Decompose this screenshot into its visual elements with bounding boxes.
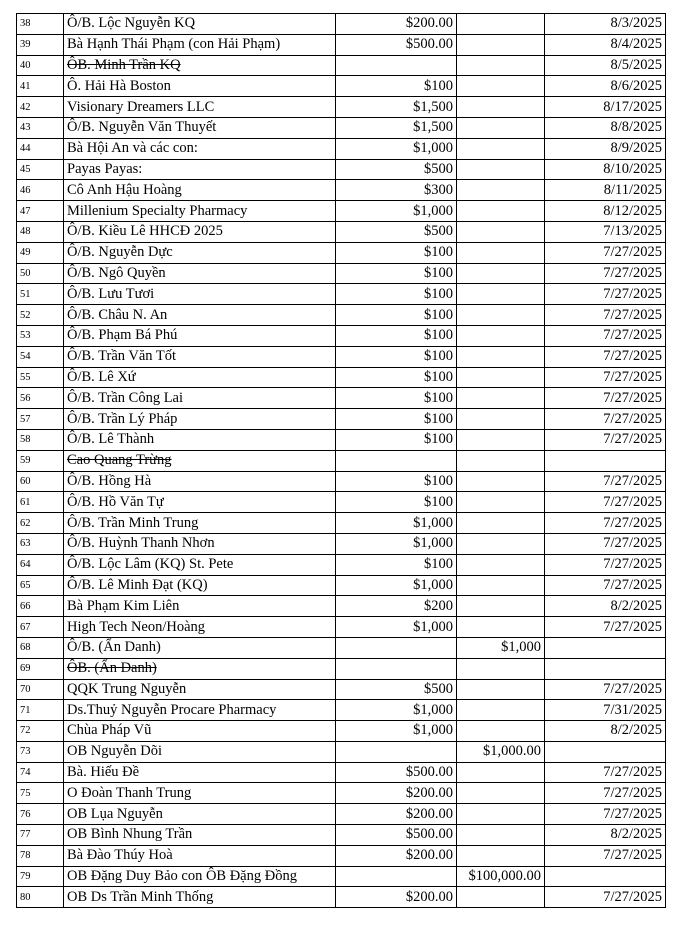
amount-cell: $1,500: [336, 117, 457, 138]
table-row: [17, 554, 666, 575]
donor-name-cell: Ô/B. Trần Công Lai: [64, 388, 336, 409]
donor-name-cell: Bà Hội An và các con:: [64, 138, 336, 159]
amount-cell: $500.00: [336, 34, 457, 55]
row-number-cell: 50: [17, 263, 64, 284]
amount-cell: [336, 658, 457, 679]
extra-amount-cell: [457, 513, 545, 534]
date-cell: 8/3/2025: [545, 14, 666, 35]
amount-cell: $100: [336, 471, 457, 492]
row-number-cell: 80: [17, 887, 64, 908]
table-row: [17, 783, 666, 804]
row-number-cell: 76: [17, 804, 64, 825]
date-cell: 7/27/2025: [545, 263, 666, 284]
amount-cell: $200.00: [336, 783, 457, 804]
date-cell: 8/2/2025: [545, 596, 666, 617]
date-cell: 7/27/2025: [545, 242, 666, 263]
row-number-cell: 59: [17, 450, 64, 471]
amount-cell: $1,000: [336, 513, 457, 534]
date-cell: 7/27/2025: [545, 575, 666, 596]
donor-name-cell: Ds.Thuỷ Nguyễn Procare Pharmacy: [64, 700, 336, 721]
row-number-cell: 44: [17, 138, 64, 159]
extra-amount-cell: [457, 450, 545, 471]
row-number-cell: 60: [17, 471, 64, 492]
extra-amount-cell: [457, 388, 545, 409]
table-row: [17, 825, 666, 846]
amount-cell: [336, 741, 457, 762]
extra-amount-cell: [457, 76, 545, 97]
extra-amount-cell: [457, 804, 545, 825]
donor-name-cell: QQK Trung Nguyễn: [64, 679, 336, 700]
row-number-cell: 49: [17, 242, 64, 263]
donor-name-cell: OB Lụa Nguyễn: [64, 804, 336, 825]
amount-cell: $100: [336, 388, 457, 409]
date-cell: 7/27/2025: [545, 492, 666, 513]
donor-name-cell: Ô/B. Nguyễn Dực: [64, 242, 336, 263]
donor-name-cell: Cô Anh Hậu Hoàng: [64, 180, 336, 201]
table-row: [17, 117, 666, 138]
donor-name-cell: Ô. Hải Hà Boston: [64, 76, 336, 97]
extra-amount-cell: [457, 201, 545, 222]
amount-cell: $500: [336, 679, 457, 700]
extra-amount-cell: $100,000.00: [457, 866, 545, 887]
row-number-cell: 74: [17, 762, 64, 783]
amount-cell: $200.00: [336, 14, 457, 35]
donor-name-cell: Ô/B. Lộc Lâm (KQ) St. Pete: [64, 554, 336, 575]
table-row: [17, 596, 666, 617]
row-number-cell: 55: [17, 367, 64, 388]
amount-cell: $500.00: [336, 825, 457, 846]
row-number-cell: 52: [17, 305, 64, 326]
table-row: [17, 242, 666, 263]
donor-name-cell: Ô/B. Hồ Văn Tự: [64, 492, 336, 513]
amount-cell: [336, 637, 457, 658]
amount-cell: $100: [336, 263, 457, 284]
row-number-cell: 45: [17, 159, 64, 180]
date-cell: 7/27/2025: [545, 409, 666, 430]
row-number-cell: 43: [17, 117, 64, 138]
amount-cell: $100: [336, 305, 457, 326]
extra-amount-cell: [457, 575, 545, 596]
row-number-cell: 58: [17, 429, 64, 450]
date-cell: 7/27/2025: [545, 679, 666, 700]
extra-amount-cell: [457, 429, 545, 450]
extra-amount-cell: [457, 138, 545, 159]
extra-amount-cell: [457, 346, 545, 367]
extra-amount-cell: [457, 180, 545, 201]
row-number-cell: 46: [17, 180, 64, 201]
date-cell: 8/17/2025: [545, 97, 666, 118]
row-number-cell: 39: [17, 34, 64, 55]
row-number-cell: 48: [17, 221, 64, 242]
donor-name-cell: Ô/B. Ngô Quyền: [64, 263, 336, 284]
amount-cell: $100: [336, 367, 457, 388]
donor-name-cell: OB Đặng Duy Bảo con ÔB Đặng Đồng: [64, 866, 336, 887]
donor-name-cell: Ô/B. Lê Minh Đạt (KQ): [64, 575, 336, 596]
amount-cell: [336, 450, 457, 471]
donor-name-cell: Ô/B. Lê Xứ: [64, 367, 336, 388]
amount-cell: $1,000: [336, 700, 457, 721]
amount-cell: [336, 866, 457, 887]
table-row: [17, 575, 666, 596]
table-row: [17, 866, 666, 887]
table-row: [17, 804, 666, 825]
table-row: [17, 700, 666, 721]
table-row: [17, 367, 666, 388]
date-cell: 7/27/2025: [545, 533, 666, 554]
date-cell: 7/27/2025: [545, 429, 666, 450]
table-row: [17, 845, 666, 866]
row-number-cell: 40: [17, 55, 64, 76]
extra-amount-cell: [457, 887, 545, 908]
row-number-cell: 57: [17, 409, 64, 430]
amount-cell: $100: [336, 325, 457, 346]
extra-amount-cell: [457, 617, 545, 638]
row-number-cell: 71: [17, 700, 64, 721]
amount-cell: $500: [336, 159, 457, 180]
amount-cell: $1,000: [336, 138, 457, 159]
date-cell: 7/27/2025: [545, 388, 666, 409]
table-row: [17, 284, 666, 305]
extra-amount-cell: [457, 221, 545, 242]
donor-name-cell: Payas Payas:: [64, 159, 336, 180]
table-row: [17, 180, 666, 201]
extra-amount-cell: [457, 658, 545, 679]
table-body: [17, 14, 666, 908]
table-row: [17, 513, 666, 534]
amount-cell: $100: [336, 76, 457, 97]
row-number-cell: 62: [17, 513, 64, 534]
row-number-cell: 79: [17, 866, 64, 887]
table-row: [17, 159, 666, 180]
date-cell: 7/27/2025: [545, 804, 666, 825]
amount-cell: $100: [336, 492, 457, 513]
donor-name-cell: Bà Phạm Kim Liên: [64, 596, 336, 617]
table-row: [17, 741, 666, 762]
extra-amount-cell: [457, 679, 545, 700]
row-number-cell: 47: [17, 201, 64, 222]
amount-cell: $200: [336, 596, 457, 617]
row-number-cell: 63: [17, 533, 64, 554]
donor-name-cell: Ô/B. Lộc Nguyễn KQ: [64, 14, 336, 35]
table-row: [17, 887, 666, 908]
row-number-cell: 66: [17, 596, 64, 617]
table-row: [17, 14, 666, 35]
donor-name-cell: Ô/B. Châu N. An: [64, 305, 336, 326]
donor-name-cell: ÔB. (Ẩn Danh): [64, 658, 336, 679]
row-number-cell: 51: [17, 284, 64, 305]
donor-name-cell: OB Nguyễn Dõi: [64, 741, 336, 762]
amount-cell: $100: [336, 242, 457, 263]
amount-cell: $300: [336, 180, 457, 201]
date-cell: [545, 450, 666, 471]
table-row: [17, 492, 666, 513]
date-cell: [545, 637, 666, 658]
table-row: [17, 263, 666, 284]
extra-amount-cell: [457, 825, 545, 846]
extra-amount-cell: $1,000.00: [457, 741, 545, 762]
table-row: [17, 450, 666, 471]
extra-amount-cell: [457, 159, 545, 180]
row-number-cell: 54: [17, 346, 64, 367]
table-row: [17, 55, 666, 76]
amount-cell: $100: [336, 409, 457, 430]
table-row: [17, 762, 666, 783]
row-number-cell: 41: [17, 76, 64, 97]
date-cell: 8/5/2025: [545, 55, 666, 76]
extra-amount-cell: [457, 762, 545, 783]
date-cell: 7/27/2025: [545, 305, 666, 326]
donation-table: [16, 13, 666, 908]
date-cell: 7/27/2025: [545, 284, 666, 305]
donor-name-cell: Ô/B. Trần Lý Pháp: [64, 409, 336, 430]
donor-name-cell: Ô/B. Phạm Bá Phú: [64, 325, 336, 346]
row-number-cell: 78: [17, 845, 64, 866]
donor-name-cell: Ô/B. Huỳnh Thanh Nhơn: [64, 533, 336, 554]
row-number-cell: 68: [17, 637, 64, 658]
donor-name-cell: Millenium Specialty Pharmacy: [64, 201, 336, 222]
row-number-cell: 70: [17, 679, 64, 700]
amount-cell: $500.00: [336, 762, 457, 783]
date-cell: [545, 658, 666, 679]
row-number-cell: 69: [17, 658, 64, 679]
date-cell: 8/6/2025: [545, 76, 666, 97]
amount-cell: $1,000: [336, 201, 457, 222]
table-row: [17, 201, 666, 222]
date-cell: 7/31/2025: [545, 700, 666, 721]
date-cell: 8/4/2025: [545, 34, 666, 55]
donor-name-cell: OB Bình Nhung Trần: [64, 825, 336, 846]
amount-cell: $200.00: [336, 845, 457, 866]
table-row: [17, 138, 666, 159]
row-number-cell: 42: [17, 97, 64, 118]
row-number-cell: 67: [17, 617, 64, 638]
date-cell: 7/27/2025: [545, 617, 666, 638]
date-cell: 8/9/2025: [545, 138, 666, 159]
amount-cell: $100: [336, 429, 457, 450]
amount-cell: $1,500: [336, 97, 457, 118]
table-row: [17, 409, 666, 430]
table-row: [17, 679, 666, 700]
date-cell: 8/2/2025: [545, 721, 666, 742]
date-cell: [545, 741, 666, 762]
date-cell: [545, 866, 666, 887]
donor-name-cell: Ô/B. Trần Minh Trung: [64, 513, 336, 534]
amount-cell: $1,000: [336, 721, 457, 742]
donor-name-cell: ÔB. Minh Trần KQ: [64, 55, 336, 76]
amount-cell: $100: [336, 346, 457, 367]
extra-amount-cell: [457, 284, 545, 305]
amount-cell: $100: [336, 284, 457, 305]
date-cell: 7/13/2025: [545, 221, 666, 242]
extra-amount-cell: [457, 305, 545, 326]
donor-name-cell: Ô/B. Nguyễn Văn Thuyết: [64, 117, 336, 138]
amount-cell: $200.00: [336, 887, 457, 908]
extra-amount-cell: [457, 55, 545, 76]
date-cell: 7/27/2025: [545, 471, 666, 492]
extra-amount-cell: $1,000: [457, 637, 545, 658]
date-cell: 7/27/2025: [545, 325, 666, 346]
table-row: [17, 388, 666, 409]
table-row: [17, 305, 666, 326]
date-cell: 7/27/2025: [545, 346, 666, 367]
row-number-cell: 56: [17, 388, 64, 409]
extra-amount-cell: [457, 34, 545, 55]
extra-amount-cell: [457, 367, 545, 388]
extra-amount-cell: [457, 242, 545, 263]
date-cell: 7/27/2025: [545, 554, 666, 575]
donor-name-cell: O Đoàn Thanh Trung: [64, 783, 336, 804]
extra-amount-cell: [457, 97, 545, 118]
row-number-cell: 65: [17, 575, 64, 596]
extra-amount-cell: [457, 117, 545, 138]
row-number-cell: 73: [17, 741, 64, 762]
amount-cell: $1,000: [336, 617, 457, 638]
extra-amount-cell: [457, 700, 545, 721]
donor-name-cell: Cao Quang Trừng: [64, 450, 336, 471]
extra-amount-cell: [457, 554, 545, 575]
extra-amount-cell: [457, 471, 545, 492]
date-cell: 7/27/2025: [545, 513, 666, 534]
extra-amount-cell: [457, 409, 545, 430]
amount-cell: $1,000: [336, 575, 457, 596]
row-number-cell: 64: [17, 554, 64, 575]
table-row: [17, 97, 666, 118]
row-number-cell: 38: [17, 14, 64, 35]
table-row: [17, 429, 666, 450]
donor-name-cell: Ô/B. Trần Văn Tốt: [64, 346, 336, 367]
date-cell: 8/10/2025: [545, 159, 666, 180]
donor-name-cell: Ô/B. (Ẩn Danh): [64, 637, 336, 658]
date-cell: 7/27/2025: [545, 845, 666, 866]
row-number-cell: 72: [17, 721, 64, 742]
donor-name-cell: High Tech Neon/Hoàng: [64, 617, 336, 638]
donor-name-cell: Chùa Pháp Vũ: [64, 721, 336, 742]
row-number-cell: 75: [17, 783, 64, 804]
extra-amount-cell: [457, 492, 545, 513]
donor-name-cell: Bà Đào Thúy Hoà: [64, 845, 336, 866]
extra-amount-cell: [457, 596, 545, 617]
date-cell: 8/8/2025: [545, 117, 666, 138]
extra-amount-cell: [457, 263, 545, 284]
date-cell: 8/2/2025: [545, 825, 666, 846]
donor-name-cell: OB Ds Trần Minh Thống: [64, 887, 336, 908]
date-cell: 7/27/2025: [545, 762, 666, 783]
extra-amount-cell: [457, 533, 545, 554]
amount-cell: $100: [336, 554, 457, 575]
extra-amount-cell: [457, 325, 545, 346]
extra-amount-cell: [457, 721, 545, 742]
donor-name-cell: Ô/B. Lê Thành: [64, 429, 336, 450]
extra-amount-cell: [457, 14, 545, 35]
table-row: [17, 76, 666, 97]
table-row: [17, 471, 666, 492]
amount-cell: $200.00: [336, 804, 457, 825]
donor-name-cell: Ô/B. Kiều Lê HHCĐ 2025: [64, 221, 336, 242]
donor-name-cell: Ô/B. Hồng Hà: [64, 471, 336, 492]
date-cell: 8/11/2025: [545, 180, 666, 201]
row-number-cell: 77: [17, 825, 64, 846]
table-row: [17, 617, 666, 638]
amount-cell: $500: [336, 221, 457, 242]
donor-name-cell: Bà Hạnh Thái Phạm (con Hải Phạm): [64, 34, 336, 55]
donor-name-cell: Bà. Hiếu Đề: [64, 762, 336, 783]
table-row: [17, 346, 666, 367]
table-row: [17, 721, 666, 742]
amount-cell: $1,000: [336, 533, 457, 554]
table-row: [17, 658, 666, 679]
donor-name-cell: Ô/B. Lưu Tươi: [64, 284, 336, 305]
extra-amount-cell: [457, 845, 545, 866]
extra-amount-cell: [457, 783, 545, 804]
row-number-cell: 61: [17, 492, 64, 513]
row-number-cell: 53: [17, 325, 64, 346]
date-cell: 8/12/2025: [545, 201, 666, 222]
table-row: [17, 34, 666, 55]
table-row: [17, 325, 666, 346]
table-row: [17, 533, 666, 554]
table-row: [17, 221, 666, 242]
date-cell: 7/27/2025: [545, 367, 666, 388]
donor-name-cell: Visionary Dreamers LLC: [64, 97, 336, 118]
date-cell: 7/27/2025: [545, 887, 666, 908]
amount-cell: [336, 55, 457, 76]
table-row: [17, 637, 666, 658]
date-cell: 7/27/2025: [545, 783, 666, 804]
